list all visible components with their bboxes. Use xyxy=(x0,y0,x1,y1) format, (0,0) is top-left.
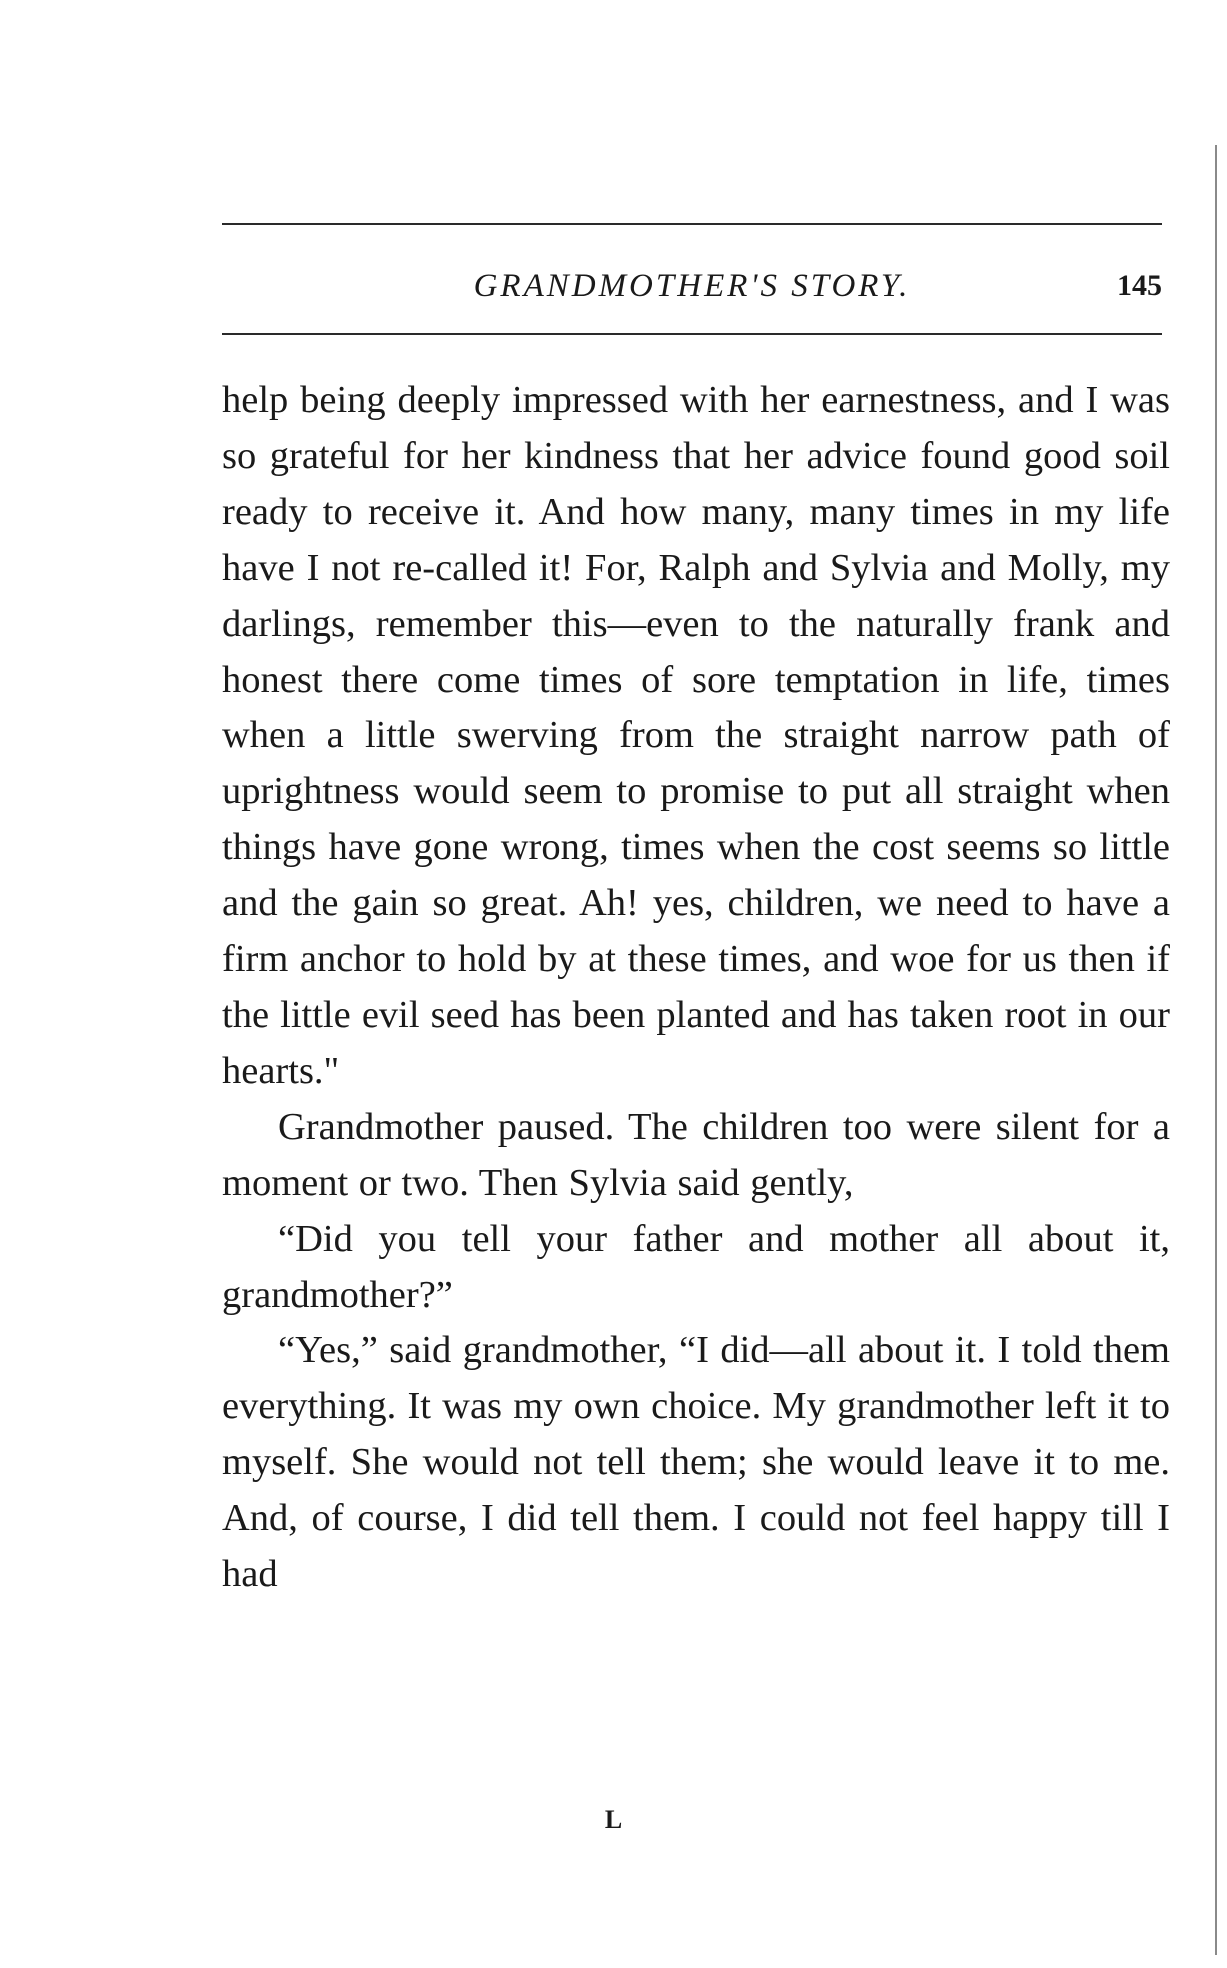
paragraph-4: “Yes,” said grandmother, “I did—all about it. I told them everything. It was my own choice. My grandmother left it to myself. She would not tell them; she would leave it to me. And, of course, I did tell them. I could not feel happy till I had xyxy=(222,1329,1170,1596)
running-title: GRANDMOTHER'S STORY. xyxy=(473,268,911,304)
paragraph-1: help being deeply impressed with her earnestness, and I was so grateful for her kindness that her advice found good soil ready to receive it. And how many, many times in my life have I not re-called it! For, Ralph and Sylvia and Molly, my darlings, remember this—even to the naturally frank and honest there come times of sore temptation in life, times when a little swerving from the straight narrow path of uprightness would seem to promise to put all straight when things have gone wrong, times when the cost seems so little and the gain so great. Ah! yes, children, we need to have a firm anchor to hold by at these times, and woe for us then if the little evil seed has been planted and has taken root in our hearts." xyxy=(222,379,1170,1092)
header-rule-bottom xyxy=(222,333,1162,335)
body-text xyxy=(222,373,1170,1603)
paragraph-3: “Did you tell your father and mother all about it, grandmother?” xyxy=(222,1217,1170,1316)
paragraph-2: Grandmother paused. The children too were silent for a moment or two. Then Sylvia said gently, xyxy=(222,1105,1170,1204)
running-head xyxy=(222,262,1162,310)
header-rule-top xyxy=(222,223,1162,225)
page-number: 145 xyxy=(1117,269,1162,302)
signature-mark: L xyxy=(604,1805,623,1834)
page-edge-line xyxy=(1215,145,1217,1955)
